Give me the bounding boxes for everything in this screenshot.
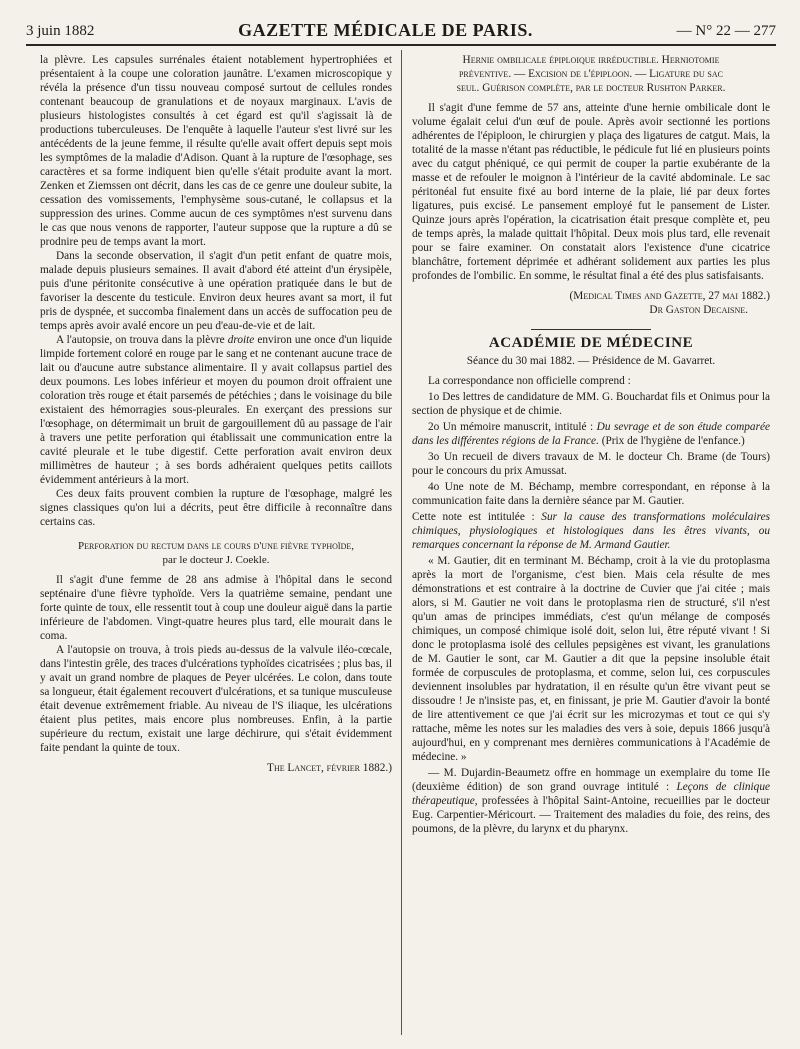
paragraph: Dans la seconde observation, il s'agit d'un petit enfant de quatre mois, malade depuis plusieurs semaines. Il avait d'abord été atteint d'un érysipèle, puis d'une péritonite consécutive à une opération pratiquée dans le but de favoriser la descente du testicule. Environ deux heures avant sa mort, il fut pris de dyspnée, et succomba finalement dans un accès de suffocation peu de temps après avoir avalé encore un peu d'eau-de-vie et de lait. xyxy=(40,250,392,332)
list-item: 1o Des lettres de candidature de MM. G. Bouchardat fils et Onimus pour la section de physique et de chimie. xyxy=(412,391,770,417)
column-divider xyxy=(401,50,402,1035)
paragraph: Il s'agit d'une femme de 28 ans admise à l'hôpital dans le second septénaire d'une fièvre typhoïde. Vers la quatrième semaine, pendant une forte quinte de toux, elle ressentit tout à coup une douleur aiguë dans la partie inférieure de l'abdomen. Vingt-quatre heures plus tard, elle mourait dans le coma. xyxy=(40,574,392,642)
paragraph: la plèvre. Les capsules surrénales étaient notablement hypertrophiées et présentaient à la coupe une coloration jaunâtre. L'examen microscopique y révéla la présence d'un tissu nouveau composé surtout de cellules rondes contenant beaucoup de granulations et de noyaux marginaux. L'avis de plusieurs histologistes consultés à cet égard est qu'il s'agissait là de productions tuberculeuses. De l'enquête à laquelle l'auteur s'est livré sur les antécédents de la jeune femme, il résulte qu'elle avait offert depuis sept mois les symptômes de la maladie d'Adison. Quant à la rupture de l'œsophage, ses caractères et sa forme indiquent bien qu'elle s'était produite avant la mort. Zenken et Ziemssen ont décrit, dans les cas de ce genre une douleur subite, la cessation des vomissements, l'emphysème sous-cutané, le collapsus et la suppression des urines. Comme aucun de ces symptômes n'est survenu dans le cas que nous venons de rapporter, l'auteur suppose que la rupture a dû se prodnire peu de temps avant la mort. xyxy=(40,54,392,248)
section-author: par le docteur J. Coekle. xyxy=(162,554,270,566)
paragraph: Il s'agit d'une femme de 57 ans, atteinte d'une hernie ombilicale dont le volume égalait celui d'un œuf de poule. Après avoir sectionné les portions adhérentes de l'épiploon, le chirurgien y plaça des ligatures de catgut. Mais, la totalité de la masse n'étant pas réductible, le pédicule fut lié en plusieurs points avec du catgut phéniqué, ce qui permit de couper la partie exubérante de la masse et de refouler le moignon à l'intérieur de la cavité abdominale. Le sac péritonéal fut ensuite fixé au bord interne de la plaie, lié par deux fortes ligatures, puis excisé. Le pansement employé fut le pansement de Lister. Quinze jours après l'opération, la cicatrisation était presque complète et, peu de temps après, la malade quittait l'hôpital. Deux mois plus tard, elle revenait pour se faire examiner. On constatait alors l'existence d'une cicatrice blanchâtre, fortement déprimée et adhérant solidement aux parties les plus profondes de l'ombilic. En somme, le résultat final a été des plus satisfaisants. xyxy=(412,102,770,282)
quotation: « M. Gautier, dit en terminant M. Béchamp, croit à la vie du protoplasma après la mort de l'organisme, c'est bien. Mais cela résulte de mes démonstrations et est contraire à la doctrine de Cuvier que j'ai citée ; mais alors, si M. Gautier ne voit dans le protoplasma rien de structuré, s'il n'est qu'un amas de principes immédiats, c'est qu'un mélange de composés chimiques, un composé chimique isolé doit, selon lui, être réputé vivant ! Si donc le protoplasma isolé des cellules pepsigènes est vivant, les granulations de M. Gautier le sont, car M. Gautier a dit que la pepsine insoluble était formée de corpuscules de protoplasma, et comme, selon lui, ces corpuscules deviennent insolubles par hydratation, il en résulte qu'un être vivant peut se dissoudre ! Je n'insiste pas, et, en finissant, je prie M. Gautier d'avoir la bonté de lire attentivement ce que j'ai écrit sur les microzymas et tout ce qui s'y rattache, même les notes sur les maladies des vers à soie, depuis 1866 jusqu'à aujourd'hui, en y comprenant mes dernières communications à l'Académie de médecine. » xyxy=(412,555,770,763)
section-title: Perforation du rectum dans le cours d'une fièvre typhoïde, xyxy=(78,540,354,552)
academy-heading: ACADÉMIE DE MÉDECINE xyxy=(488,335,694,351)
left-column xyxy=(40,53,392,1041)
source-citation: The Lancet, février 1882.) xyxy=(267,762,392,774)
source-citation: (Medical Times and Gazette, 27 mai 1882.) xyxy=(569,290,770,302)
journal-title: GAZETTE MÉDICALE DE PARIS. xyxy=(238,20,533,40)
article-title: Hernie ombilicale épiploique irréductible. Herniotomie xyxy=(462,54,720,66)
paragraph: Ces deux faits prouvent combien la rupture de l'œsophage, malgré les signes classiques qu'on lui a décrits, peut être difficile à reconnaître dans certains cas. xyxy=(40,488,392,528)
section-rule xyxy=(531,329,651,330)
list-item: 3o Un recueil de divers travaux de M. le docteur Ch. Brame (de Tours) pour le concours du prix Amussat. xyxy=(412,451,770,477)
author-signature: Dr Gaston Decaisne. xyxy=(649,304,748,316)
right-column xyxy=(412,53,770,1041)
page-header xyxy=(26,14,776,46)
correspondence-list xyxy=(412,374,770,836)
paragraph: — M. Dujardin-Beaumetz offre en hommage un exemplaire du tome IIe (deuxième édition) de son grand ouvrage intitulé : Leçons de clinique thérapeutique, professées à l'hôpital Saint-Antoine, recueillies par le docteur Eug. Carpentier-Méricourt. — Traitement des maladies du foie, des reins, des poumons, de la plèvre, du larynx et du pharynx. xyxy=(412,767,770,835)
list-item: 4o Une note de M. Béchamp, membre correspondant, en réponse à la communication faite dans la dernière séance par M. Gautier. xyxy=(412,481,770,507)
header-date: 3 juin 1882 xyxy=(26,23,95,39)
session-line: Séance du 30 mai 1882. — Présidence de M. Gavarret. xyxy=(466,355,716,367)
list-item: 2o Un mémoire manuscrit, intitulé : Du sevrage et de son étude comparée dans les différentes régions de la France. (Prix de l'hygiène de l'enfance.) xyxy=(412,421,770,447)
article-title: seul. Guérison complète, par le docteur Rushton Parker. xyxy=(456,82,726,94)
paragraph: A l'autopsie, on trouva dans la plèvre droite environ une once d'un liquide limpide fortement coloré en rouge par le sang et ne contenant aucune trace de lait ou d'aucune autre substance alimentaire. Il y avait collapsus partiel des deux poumons. Les lobes inférieur et moyen du poumon droit offraient une coloration très rouge et était parsemés de pétéchies ; dans le voisinage du bile existaient des hémorragies sous-pleurales. En exerçant des pressions sur l'œsophage, on détermimait un bruit de gargouillement dû au passage de l'air à travers une petite perforation qui établissait une communication entre la cavité pleurale et le tube digestif. Cette perforation avait environ deux millimètres de hauteur ; à ses bords adhéraient quelques petits caillots évidemment antérieurs à la mort. xyxy=(40,334,392,486)
issue-page-number: — N° 22 — 277 xyxy=(676,23,776,39)
paragraph: La correspondance non officielle comprend : xyxy=(428,375,631,387)
paragraph: A l'autopsie on trouva, à trois pieds au-dessus de la valvule iléo-cœcale, dans l'intestin grêle, des traces d'ulcérations typhoïdes cicatrisées ; plus bas, il y avait un grand nombre de plaques de Peyer ulcérées. Le colon, dans toute sa longueur, était également recouvert d'ulcérations, et sa tunique muscuIeuse était devenue extrêmement friable. Au niveau de l'S iliaque, les ulcérations étaient plus petites, mais encore plus nombreuses. Enfin, à la partie supérieure du rectum, existait une large déchirure, qui s'était évidemment faite pendant la quinte de toux. xyxy=(40,644,392,754)
paragraph: Cette note est intitulée : Sur la cause des transformations moléculaires chimiques, physiologiques et histologiques dans les êtres vivants, ou remarques concernant la réponse de M. Armand Gautier. xyxy=(412,511,770,551)
article-title: préventive. — Excision de l'épiploon. — Ligature du sac xyxy=(458,68,723,80)
